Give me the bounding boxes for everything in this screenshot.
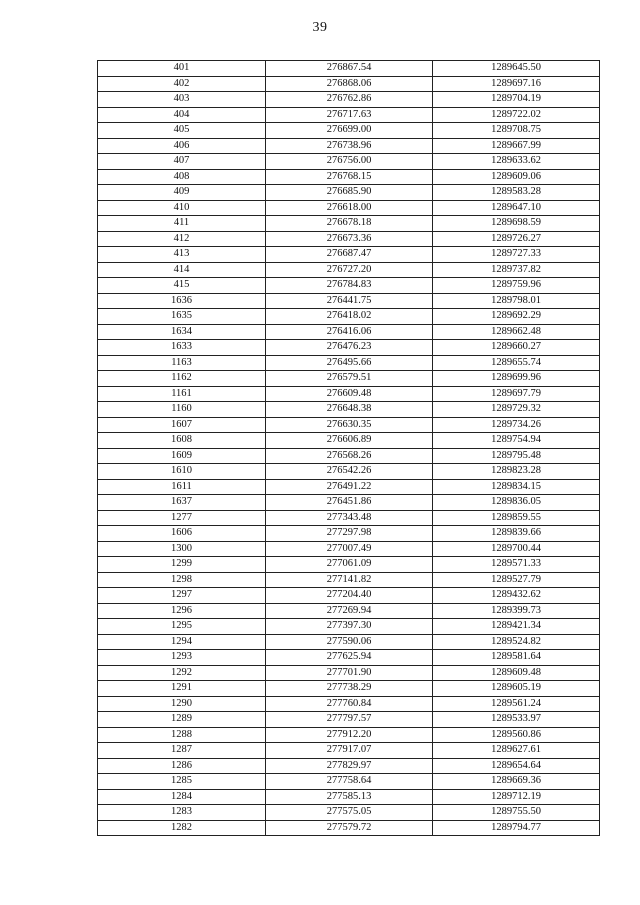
table-row	[98, 231, 600, 247]
x-coordinate-cell: 276867.54	[266, 61, 433, 77]
x-coordinate-cell: 277625.94	[266, 650, 433, 666]
point-number-cell: 1161	[98, 386, 266, 402]
x-coordinate-cell: 276685.90	[266, 185, 433, 201]
x-coordinate-cell: 277007.49	[266, 541, 433, 557]
point-number-cell: 1285	[98, 774, 266, 790]
point-number-cell: 1297	[98, 588, 266, 604]
table-row	[98, 479, 600, 495]
point-number-cell: 404	[98, 107, 266, 123]
table-row	[98, 76, 600, 92]
table-row	[98, 123, 600, 139]
point-number-cell: 1283	[98, 805, 266, 821]
x-coordinate-cell: 277797.57	[266, 712, 433, 728]
point-number-cell: 1633	[98, 340, 266, 356]
x-coordinate-cell: 276762.86	[266, 92, 433, 108]
point-number-cell: 1282	[98, 820, 266, 836]
x-coordinate-cell: 277912.20	[266, 727, 433, 743]
x-coordinate-cell: 276606.89	[266, 433, 433, 449]
x-coordinate-cell: 276416.06	[266, 324, 433, 340]
point-number-cell: 413	[98, 247, 266, 263]
y-coordinate-cell: 1289697.79	[433, 386, 600, 402]
point-number-cell: 408	[98, 169, 266, 185]
x-coordinate-cell: 277575.05	[266, 805, 433, 821]
point-number-cell: 1607	[98, 417, 266, 433]
point-number-cell: 1300	[98, 541, 266, 557]
y-coordinate-cell: 1289712.19	[433, 789, 600, 805]
point-number-cell: 1277	[98, 510, 266, 526]
x-coordinate-cell: 276441.75	[266, 293, 433, 309]
y-coordinate-cell: 1289727.33	[433, 247, 600, 263]
x-coordinate-cell: 277269.94	[266, 603, 433, 619]
x-coordinate-cell: 276568.26	[266, 448, 433, 464]
point-number-cell: 410	[98, 200, 266, 216]
point-number-cell: 1160	[98, 402, 266, 418]
x-coordinate-cell: 277760.84	[266, 696, 433, 712]
table-row	[98, 417, 600, 433]
table-row	[98, 727, 600, 743]
x-coordinate-cell: 276784.83	[266, 278, 433, 294]
point-number-cell: 1287	[98, 743, 266, 759]
x-coordinate-cell: 276491.22	[266, 479, 433, 495]
point-number-cell: 1636	[98, 293, 266, 309]
table-row	[98, 138, 600, 154]
table-row	[98, 805, 600, 821]
point-number-cell: 407	[98, 154, 266, 170]
table-row	[98, 107, 600, 123]
y-coordinate-cell: 1289581.64	[433, 650, 600, 666]
y-coordinate-cell: 1289669.36	[433, 774, 600, 790]
point-number-cell: 1608	[98, 433, 266, 449]
y-coordinate-cell: 1289654.64	[433, 758, 600, 774]
table-row	[98, 758, 600, 774]
table-row	[98, 572, 600, 588]
table-row	[98, 92, 600, 108]
x-coordinate-cell: 277297.98	[266, 526, 433, 542]
y-coordinate-cell: 1289524.82	[433, 634, 600, 650]
x-coordinate-cell: 277204.40	[266, 588, 433, 604]
table-row	[98, 200, 600, 216]
table-row	[98, 216, 600, 232]
x-coordinate-cell: 277758.64	[266, 774, 433, 790]
y-coordinate-cell: 1289699.96	[433, 371, 600, 387]
table-row	[98, 386, 600, 402]
y-coordinate-cell: 1289560.86	[433, 727, 600, 743]
point-number-cell: 403	[98, 92, 266, 108]
y-coordinate-cell: 1289692.29	[433, 309, 600, 325]
y-coordinate-cell: 1289647.10	[433, 200, 600, 216]
table-row	[98, 433, 600, 449]
x-coordinate-cell: 277141.82	[266, 572, 433, 588]
y-coordinate-cell: 1289571.33	[433, 557, 600, 573]
x-coordinate-cell: 276451.86	[266, 495, 433, 511]
y-coordinate-cell: 1289627.61	[433, 743, 600, 759]
point-number-cell: 406	[98, 138, 266, 154]
table-row	[98, 293, 600, 309]
x-coordinate-cell: 277590.06	[266, 634, 433, 650]
x-coordinate-cell: 276868.06	[266, 76, 433, 92]
x-coordinate-cell: 276768.15	[266, 169, 433, 185]
y-coordinate-cell: 1289527.79	[433, 572, 600, 588]
table-row	[98, 619, 600, 635]
y-coordinate-cell: 1289759.96	[433, 278, 600, 294]
table-row	[98, 371, 600, 387]
y-coordinate-cell: 1289755.50	[433, 805, 600, 821]
y-coordinate-cell: 1289726.27	[433, 231, 600, 247]
y-coordinate-cell: 1289633.62	[433, 154, 600, 170]
y-coordinate-cell: 1289655.74	[433, 355, 600, 371]
x-coordinate-cell: 276630.35	[266, 417, 433, 433]
table-row	[98, 526, 600, 542]
point-number-cell: 1298	[98, 572, 266, 588]
y-coordinate-cell: 1289421.34	[433, 619, 600, 635]
x-coordinate-cell: 277701.90	[266, 665, 433, 681]
y-coordinate-cell: 1289708.75	[433, 123, 600, 139]
table-row	[98, 262, 600, 278]
x-coordinate-cell: 276418.02	[266, 309, 433, 325]
table-row	[98, 495, 600, 511]
table-row	[98, 185, 600, 201]
x-coordinate-cell: 276609.48	[266, 386, 433, 402]
point-number-cell: 401	[98, 61, 266, 77]
point-number-cell: 1635	[98, 309, 266, 325]
point-number-cell: 1163	[98, 355, 266, 371]
point-number-cell: 1296	[98, 603, 266, 619]
table-row	[98, 340, 600, 356]
point-number-cell: 1609	[98, 448, 266, 464]
point-number-cell: 414	[98, 262, 266, 278]
y-coordinate-cell: 1289700.44	[433, 541, 600, 557]
x-coordinate-cell: 276495.66	[266, 355, 433, 371]
x-coordinate-cell: 276687.47	[266, 247, 433, 263]
y-coordinate-cell: 1289798.01	[433, 293, 600, 309]
table-row	[98, 774, 600, 790]
point-number-cell: 1284	[98, 789, 266, 805]
y-coordinate-cell: 1289859.55	[433, 510, 600, 526]
point-number-cell: 1299	[98, 557, 266, 573]
table-row	[98, 634, 600, 650]
table-row	[98, 712, 600, 728]
y-coordinate-cell: 1289722.02	[433, 107, 600, 123]
y-coordinate-cell: 1289645.50	[433, 61, 600, 77]
y-coordinate-cell: 1289533.97	[433, 712, 600, 728]
point-number-cell: 1611	[98, 479, 266, 495]
x-coordinate-cell: 276648.38	[266, 402, 433, 418]
y-coordinate-cell: 1289583.28	[433, 185, 600, 201]
table-row	[98, 309, 600, 325]
y-coordinate-cell: 1289660.27	[433, 340, 600, 356]
point-number-cell: 1292	[98, 665, 266, 681]
table-row	[98, 402, 600, 418]
y-coordinate-cell: 1289836.05	[433, 495, 600, 511]
table-row	[98, 681, 600, 697]
point-number-cell: 405	[98, 123, 266, 139]
x-coordinate-cell: 276618.00	[266, 200, 433, 216]
y-coordinate-cell: 1289795.48	[433, 448, 600, 464]
x-coordinate-cell: 276579.51	[266, 371, 433, 387]
x-coordinate-cell: 277061.09	[266, 557, 433, 573]
table-row	[98, 650, 600, 666]
point-number-cell: 411	[98, 216, 266, 232]
table-row	[98, 355, 600, 371]
table-row	[98, 247, 600, 263]
y-coordinate-cell: 1289823.28	[433, 464, 600, 480]
x-coordinate-cell: 276542.26	[266, 464, 433, 480]
table-row	[98, 820, 600, 836]
table-row	[98, 61, 600, 77]
point-number-cell: 1291	[98, 681, 266, 697]
x-coordinate-cell: 276476.23	[266, 340, 433, 356]
y-coordinate-cell: 1289839.66	[433, 526, 600, 542]
y-coordinate-cell: 1289609.48	[433, 665, 600, 681]
table-row	[98, 696, 600, 712]
table-row	[98, 541, 600, 557]
point-number-cell: 1293	[98, 650, 266, 666]
y-coordinate-cell: 1289432.62	[433, 588, 600, 604]
table-row	[98, 169, 600, 185]
y-coordinate-cell: 1289697.16	[433, 76, 600, 92]
table-row	[98, 603, 600, 619]
y-coordinate-cell: 1289605.19	[433, 681, 600, 697]
table-row	[98, 665, 600, 681]
y-coordinate-cell: 1289729.32	[433, 402, 600, 418]
point-number-cell: 1288	[98, 727, 266, 743]
table-row	[98, 324, 600, 340]
point-number-cell: 1637	[98, 495, 266, 511]
point-number-cell: 409	[98, 185, 266, 201]
x-coordinate-cell: 277579.72	[266, 820, 433, 836]
point-number-cell: 1610	[98, 464, 266, 480]
x-coordinate-cell: 276678.18	[266, 216, 433, 232]
x-coordinate-cell: 276717.63	[266, 107, 433, 123]
x-coordinate-cell: 276673.36	[266, 231, 433, 247]
y-coordinate-cell: 1289667.99	[433, 138, 600, 154]
point-number-cell: 1286	[98, 758, 266, 774]
x-coordinate-cell: 277738.29	[266, 681, 433, 697]
y-coordinate-cell: 1289734.26	[433, 417, 600, 433]
point-number-cell: 1290	[98, 696, 266, 712]
table-row	[98, 154, 600, 170]
y-coordinate-cell: 1289662.48	[433, 324, 600, 340]
point-number-cell: 415	[98, 278, 266, 294]
x-coordinate-cell: 276699.00	[266, 123, 433, 139]
y-coordinate-cell: 1289561.24	[433, 696, 600, 712]
x-coordinate-cell: 277343.48	[266, 510, 433, 526]
point-number-cell: 1289	[98, 712, 266, 728]
y-coordinate-cell: 1289834.15	[433, 479, 600, 495]
table-row	[98, 588, 600, 604]
coordinates-table	[97, 60, 600, 836]
y-coordinate-cell: 1289754.94	[433, 433, 600, 449]
y-coordinate-cell: 1289704.19	[433, 92, 600, 108]
y-coordinate-cell: 1289609.06	[433, 169, 600, 185]
table-row	[98, 557, 600, 573]
table-row	[98, 510, 600, 526]
x-coordinate-cell: 276756.00	[266, 154, 433, 170]
x-coordinate-cell: 277585.13	[266, 789, 433, 805]
x-coordinate-cell: 276738.96	[266, 138, 433, 154]
point-number-cell: 1606	[98, 526, 266, 542]
point-number-cell: 1634	[98, 324, 266, 340]
table-row	[98, 743, 600, 759]
point-number-cell: 1162	[98, 371, 266, 387]
table-row	[98, 789, 600, 805]
y-coordinate-cell: 1289737.82	[433, 262, 600, 278]
x-coordinate-cell: 277397.30	[266, 619, 433, 635]
y-coordinate-cell: 1289399.73	[433, 603, 600, 619]
x-coordinate-cell: 277917.07	[266, 743, 433, 759]
point-number-cell: 1294	[98, 634, 266, 650]
table-row	[98, 278, 600, 294]
page-number: 39	[312, 20, 328, 35]
point-number-cell: 402	[98, 76, 266, 92]
table-row	[98, 464, 600, 480]
y-coordinate-cell: 1289794.77	[433, 820, 600, 836]
table-row	[98, 448, 600, 464]
x-coordinate-cell: 277829.97	[266, 758, 433, 774]
point-number-cell: 412	[98, 231, 266, 247]
x-coordinate-cell: 276727.20	[266, 262, 433, 278]
coordinates-table-body	[98, 61, 600, 836]
point-number-cell: 1295	[98, 619, 266, 635]
y-coordinate-cell: 1289698.59	[433, 216, 600, 232]
